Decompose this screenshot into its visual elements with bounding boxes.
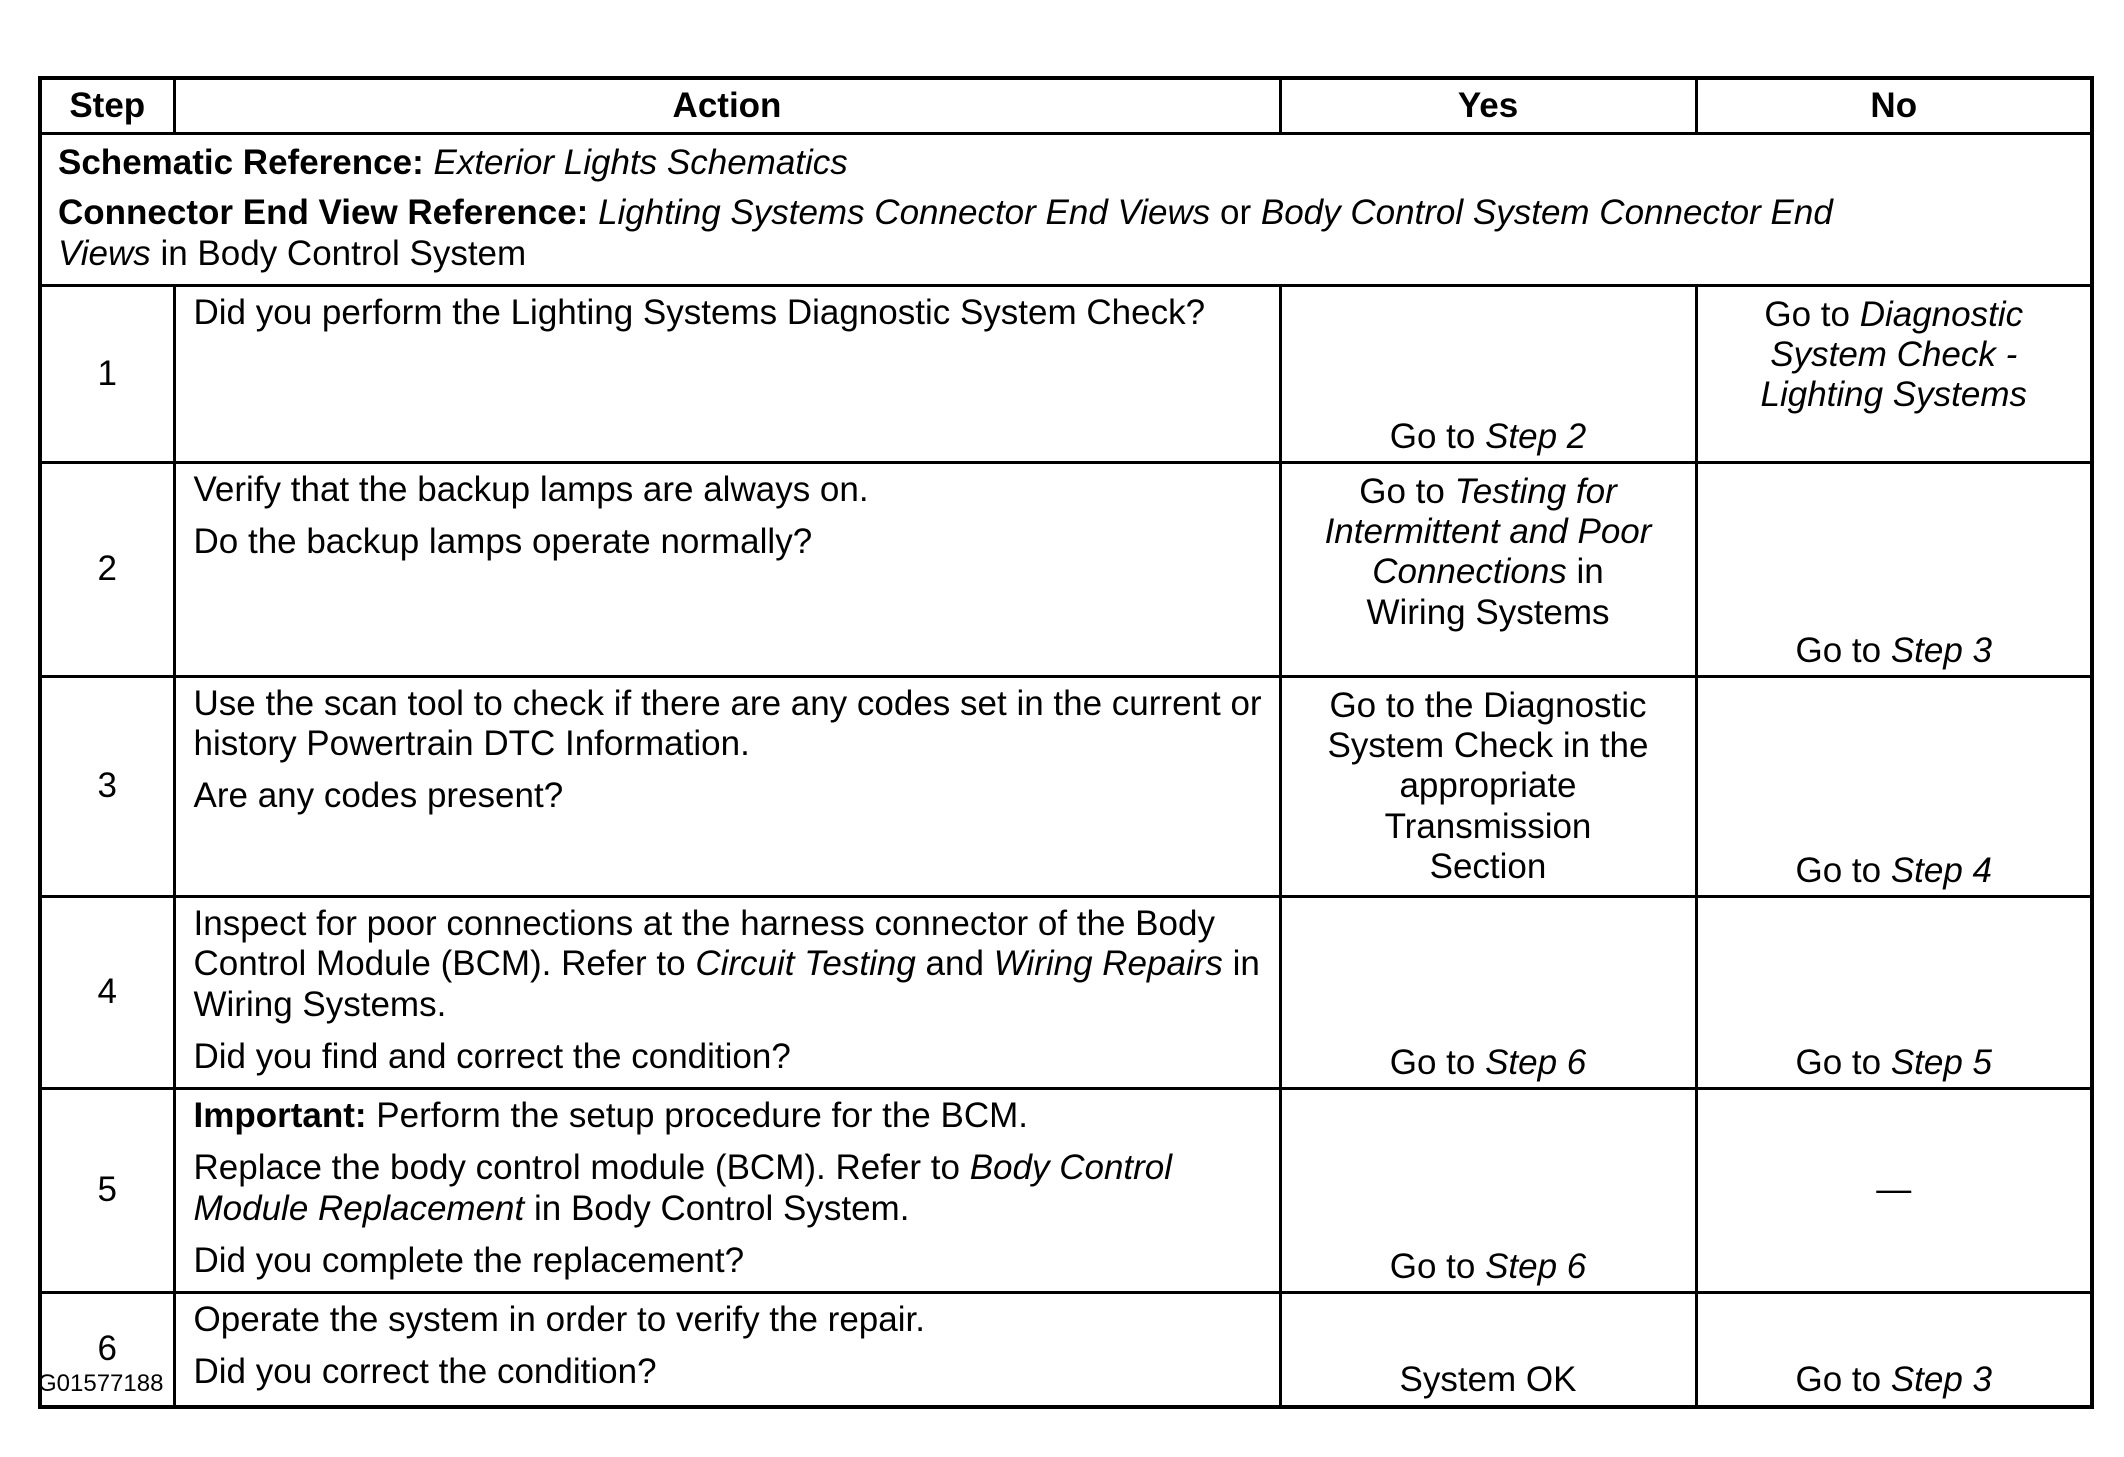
no-link[interactable]: Diagnostic System Check - Lighting Systems (1760, 294, 2028, 415)
step-number: 2 (40, 462, 174, 676)
connector-reference-link-1[interactable]: Lighting Systems Connector End Views (598, 193, 1211, 233)
action-cell (174, 1293, 1280, 1407)
no-prefix: Go to (1795, 630, 1882, 670)
header-action: Action (174, 78, 1280, 134)
action-cell (174, 1089, 1280, 1293)
no-prefix: Go to (1795, 1042, 1882, 1082)
no-cell (1696, 285, 2092, 462)
reference-row (40, 134, 2092, 286)
yes-text: System OK (1399, 1360, 1577, 1400)
no-link[interactable]: Step 3 (1890, 630, 1993, 670)
figure-id: G01577188 (38, 1370, 164, 1397)
table-row (40, 1089, 2092, 1293)
connector-reference-label: Connector End View Reference: (58, 193, 589, 233)
action-question: Did you find and correct the condition? (193, 1036, 791, 1076)
no-prefix: Go to (1764, 294, 1850, 334)
yes-suffix: in Wiring Systems (1366, 552, 1610, 632)
yes-cell (1280, 1089, 1696, 1293)
connector-reference-link-2[interactable]: Body Control System Connector End Views (58, 193, 1833, 273)
yes-cell (1280, 897, 1696, 1089)
no-cell (1696, 676, 2092, 896)
yes-link[interactable]: Step 2 (1485, 416, 1587, 456)
action-cell (174, 462, 1280, 676)
no-prefix: Go to (1795, 850, 1882, 890)
action-text: Use the scan tool to check if there are any codes set in the current or history Powertrain DTC Information. (193, 683, 1262, 763)
action-text (194, 1148, 1265, 1229)
yes-prefix: Go to (1359, 471, 1445, 511)
no-prefix: Go to (1795, 1360, 1882, 1400)
yes-prefix: Go to (1389, 416, 1476, 456)
action-text-suffix: in Wiring Systems. (193, 944, 1260, 1024)
action-text: Did you perform the Lighting Systems Diagnostic System Check? (193, 292, 1206, 332)
table-row (40, 1293, 2092, 1407)
action-cell (174, 285, 1280, 462)
action-text (194, 904, 1265, 1025)
yes-link[interactable]: Testing for Intermittent and Poor Connections (1324, 471, 1652, 592)
header-no: No (1696, 78, 2092, 134)
yes-cell (1280, 1293, 1696, 1407)
yes-cell (1280, 462, 1696, 676)
yes-cell (1280, 676, 1696, 896)
important-label: Important: (193, 1096, 367, 1135)
no-link[interactable]: Step 3 (1890, 1360, 1993, 1400)
connector-reference (58, 193, 1878, 274)
no-cell (1696, 1089, 2092, 1293)
no-link[interactable]: Step 4 (1890, 850, 1993, 890)
action-text: Verify that the backup lamps are always on. (193, 469, 869, 509)
diagnostic-table (38, 76, 2094, 1409)
yes-text: Go to the Diagnostic System Check in the appropriate Transmission Section (1327, 685, 1649, 886)
header-row (40, 78, 2092, 134)
table-row (40, 285, 2092, 462)
table-row (40, 462, 2092, 676)
schematic-reference-link[interactable]: Exterior Lights Schematics (433, 143, 848, 182)
action-text-part: Replace the body control module (BCM). Refer to (193, 1148, 960, 1188)
step-number: 6 (40, 1293, 174, 1407)
action-cell (174, 897, 1280, 1089)
action-text-part: Inspect for poor connections at the harness connector of the Body Control Module (BCM). Refer to (193, 904, 1215, 984)
no-cell (1696, 462, 2092, 676)
yes-prefix: Go to (1389, 1042, 1476, 1082)
step-number: 5 (40, 1089, 174, 1293)
step-number: 4 (40, 897, 174, 1089)
action-question: Did you complete the replacement? (193, 1240, 745, 1280)
important-note (194, 1096, 1265, 1136)
schematic-reference (58, 143, 2078, 183)
table-row (40, 676, 2092, 896)
action-text-and: and (925, 944, 984, 984)
yes-prefix: Go to (1389, 1246, 1476, 1286)
important-text: Perform the setup procedure for the BCM. (376, 1096, 1028, 1135)
wiring-repairs-link[interactable]: Wiring Repairs (993, 944, 1223, 984)
no-link[interactable]: Step 5 (1890, 1042, 1993, 1082)
action-text-suffix: in Body Control System. (533, 1188, 910, 1228)
step-number: 1 (40, 285, 174, 462)
reference-cell (40, 134, 2092, 286)
yes-link[interactable]: Step 6 (1485, 1246, 1587, 1286)
action-question: Do the backup lamps operate normally? (193, 522, 813, 561)
no-dash: — (1876, 1170, 1912, 1210)
yes-link[interactable]: Step 6 (1485, 1042, 1587, 1082)
bcm-replacement-link[interactable]: Body Control Module Replacement (193, 1148, 1173, 1228)
schematic-reference-label: Schematic Reference: (58, 143, 424, 182)
step-number: 3 (40, 676, 174, 896)
header-yes: Yes (1280, 78, 1696, 134)
table-row (40, 897, 2092, 1089)
header-step: Step (40, 78, 174, 134)
action-question: Did you correct the condition? (193, 1352, 657, 1392)
circuit-testing-link[interactable]: Circuit Testing (695, 944, 916, 984)
connector-reference-or: or (1219, 193, 1252, 233)
yes-cell (1280, 285, 1696, 462)
no-cell (1696, 897, 2092, 1089)
no-cell (1696, 1293, 2092, 1407)
connector-reference-suffix: in Body Control System (160, 233, 527, 273)
action-question: Are any codes present? (193, 776, 564, 816)
action-text: Operate the system in order to verify the repair. (193, 1300, 925, 1339)
action-cell (174, 676, 1280, 896)
